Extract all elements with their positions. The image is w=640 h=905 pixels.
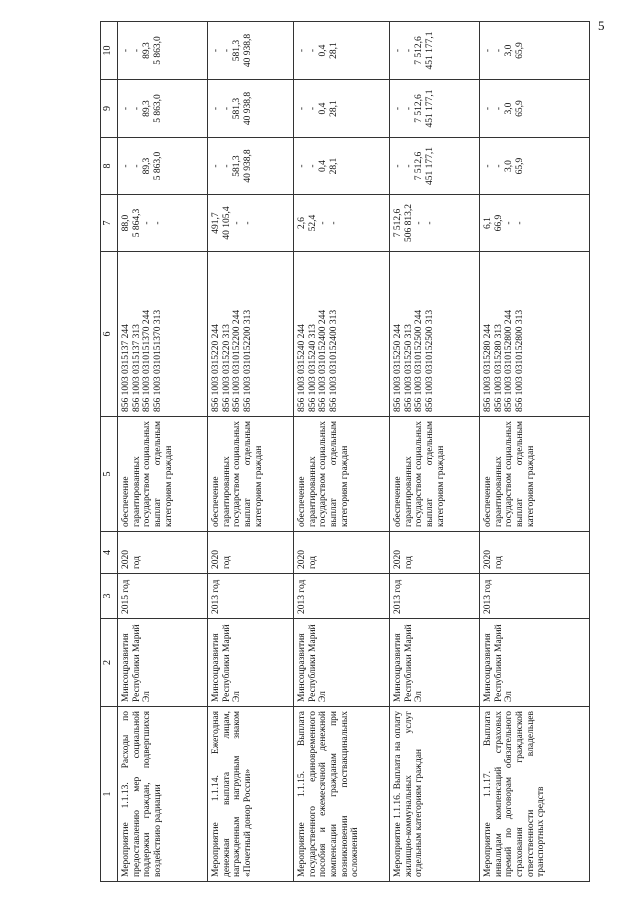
- executor-cell: Минсоцразвития Республики Марий Эл: [390, 619, 480, 707]
- value: -: [307, 164, 318, 168]
- value: -: [221, 164, 232, 168]
- value: 40 938,8: [242, 33, 253, 68]
- value: -: [318, 221, 329, 225]
- value: 89,3: [142, 42, 153, 59]
- col9-values: [118, 80, 208, 138]
- col8-values: [480, 138, 590, 195]
- value: 40 105,4: [221, 206, 232, 240]
- executor-cell: Минсоцразвития Республики Марий Эл: [294, 619, 390, 707]
- value: 0,4: [318, 44, 329, 57]
- value: -: [211, 164, 221, 168]
- col-header: 9: [101, 80, 118, 138]
- budget-code: 856 1003 0310152200 244: [232, 309, 243, 412]
- value: -: [424, 221, 435, 225]
- budget-code: 856 1003 0310152400 244: [318, 309, 329, 412]
- value: 581,3: [232, 39, 243, 62]
- start-year-cell: 2013 год: [294, 574, 390, 619]
- value: 65,9: [514, 42, 525, 59]
- value: 3,0: [504, 44, 515, 57]
- budget-code: 856 1003 0310152800 244: [504, 309, 515, 412]
- col-header: 7: [101, 195, 118, 252]
- end-year-cell: 2020 год: [480, 532, 590, 574]
- col8-values: [118, 138, 208, 195]
- col7-values: [118, 195, 208, 252]
- purpose-cell: обеспечение гарантированных государством социальных выплат отдельным категориям граждан: [118, 417, 208, 532]
- col9-values: [294, 80, 390, 138]
- executor-cell: Минсоцразвития Республики Марий Эл: [208, 619, 294, 707]
- budget-codes-cell: [294, 252, 390, 417]
- budget-code: 856 1003 0310151370 244: [142, 309, 153, 412]
- value: -: [121, 48, 131, 53]
- executor-cell: Минсоцразвития Республики Марий Эл: [118, 619, 208, 707]
- value: -: [493, 106, 504, 111]
- value: 28,1: [328, 100, 339, 117]
- budget-codes-cell: [480, 252, 590, 417]
- value: -: [221, 106, 232, 111]
- col10-values: [294, 22, 390, 80]
- budget-code: 856 1003 0315240 244: [297, 324, 307, 412]
- value: -: [403, 164, 414, 168]
- value: -: [232, 221, 243, 225]
- col-header: 6: [101, 252, 118, 417]
- value: 3,0: [504, 102, 515, 115]
- value: -: [211, 48, 221, 53]
- value: -: [142, 221, 153, 225]
- col10-values: [480, 22, 590, 80]
- col-header: 8: [101, 138, 118, 195]
- value: 89,3: [142, 100, 153, 117]
- budget-code: 856 1003 0315250 244: [393, 324, 403, 412]
- value: -: [483, 48, 493, 53]
- end-year-cell: 2020 год: [208, 532, 294, 574]
- col10-values: [208, 22, 294, 80]
- value: 0,4: [318, 102, 329, 115]
- budget-code: 856 1003 0315280 313: [493, 324, 504, 412]
- col7-values: [480, 195, 590, 252]
- measure-cell: Мероприятие 1.1.17. Выплата инвалидам компенсаций страховых премий по договорам обязательного страхования гражданской ответственности владельцев транспортных средств: [480, 707, 590, 882]
- value: -: [328, 221, 339, 225]
- value: 5 863,0: [152, 36, 163, 65]
- purpose-cell: обеспечение гарантированных государством социальных выплат отдельным категориям граждан: [390, 417, 480, 532]
- purpose-cell: обеспечение гарантированных государством социальных выплат отдельным категориям граждан: [480, 417, 590, 532]
- value: 40 938,8: [242, 91, 253, 126]
- value: 581,3: [232, 155, 243, 177]
- start-year-cell: 2013 год: [390, 574, 480, 619]
- start-year-cell: 2013 год: [480, 574, 590, 619]
- value: -: [211, 106, 221, 111]
- value: 451 177,1: [424, 31, 435, 70]
- table-row: [208, 22, 294, 882]
- value: 7 512,6: [414, 36, 425, 65]
- table-row: [118, 22, 208, 882]
- budget-code: 856 1003 0310152500 244: [414, 309, 425, 412]
- value: 7 512,6: [414, 94, 425, 123]
- value: 5 863,0: [152, 151, 163, 181]
- end-year-cell: 2020 год: [390, 532, 480, 574]
- table-row: [294, 22, 390, 882]
- page-number: 5: [598, 18, 605, 33]
- measure-cell: Мероприятие 1.1.13. Расходы по предоставлению мер социальной поддержки граждан, подвергшихся воздействию радиации: [118, 707, 208, 882]
- value: 88,0: [121, 214, 131, 232]
- budget-code: 856 1003 0310152800 313: [514, 309, 525, 412]
- value: -: [403, 106, 414, 111]
- value: 491,7: [211, 212, 221, 234]
- value: 89,3: [142, 157, 153, 175]
- value: -: [297, 48, 307, 53]
- table-row: [390, 22, 480, 882]
- value: 451 177,1: [424, 89, 435, 128]
- col-header: 10: [101, 22, 118, 80]
- value: 7 512,6: [414, 151, 425, 181]
- col9-values: [390, 80, 480, 138]
- col9-values: [480, 80, 590, 138]
- value: 7 512,6: [393, 208, 403, 238]
- value: -: [483, 106, 493, 111]
- col9-values: [208, 80, 294, 138]
- col7-values: [390, 195, 480, 252]
- budget-code: 856 1003 0310152400 313: [328, 309, 339, 412]
- value: -: [403, 48, 414, 53]
- value: -: [221, 48, 232, 53]
- col8-values: [390, 138, 480, 195]
- col7-values: [294, 195, 390, 252]
- purpose-cell: обеспечение гарантированных государством социальных выплат отдельным категориям граждан: [208, 417, 294, 532]
- value: -: [297, 106, 307, 111]
- value: -: [493, 48, 504, 53]
- budget-code: 856 1003 0315220 244: [211, 324, 221, 412]
- value: 6,1: [483, 217, 493, 229]
- header-row: [101, 22, 118, 882]
- value: -: [393, 48, 403, 53]
- value: -: [307, 106, 318, 111]
- col-header: 3: [101, 574, 118, 619]
- value: -: [307, 48, 318, 53]
- value: -: [414, 221, 425, 225]
- value: 581,3: [232, 97, 243, 120]
- budget-code: 856 1003 0315250 313: [403, 324, 414, 412]
- executor-cell: Минсоцразвития Республики Марий Эл: [480, 619, 590, 707]
- program-measures-table: [100, 21, 590, 882]
- value: 28,1: [328, 42, 339, 59]
- value: 2,6: [297, 217, 307, 229]
- budget-codes-cell: [390, 252, 480, 417]
- value: -: [121, 164, 131, 168]
- value: 65,9: [514, 157, 525, 175]
- budget-code: 856 1003 0315240 313: [307, 324, 318, 412]
- value: -: [493, 164, 504, 168]
- value: -: [504, 221, 515, 225]
- value: -: [393, 106, 403, 111]
- end-year-cell: 2020 год: [118, 532, 208, 574]
- budget-code: 856 1003 0315220 313: [221, 324, 232, 412]
- purpose-cell: обеспечение гарантированных государством социальных выплат отдельным категориям граждан: [294, 417, 390, 532]
- col-header: 1: [101, 707, 118, 882]
- col-header: 4: [101, 532, 118, 574]
- value: -: [514, 221, 525, 225]
- col10-values: [118, 22, 208, 80]
- measure-cell: Мероприятие 1.1.16. Выплата на оплату жилищно-коммунальных услуг отдельным категориям граждан: [390, 707, 480, 882]
- start-year-cell: 2015 год: [118, 574, 208, 619]
- value: -: [131, 48, 142, 53]
- value: 28,1: [328, 157, 339, 175]
- value: 5 863,0: [152, 94, 163, 123]
- col-header: 2: [101, 619, 118, 707]
- value: 506 813,2: [403, 204, 414, 242]
- value: 3,0: [504, 160, 515, 172]
- start-year-cell: 2013 год: [208, 574, 294, 619]
- measure-cell: Мероприятие 1.1.15. Выплата государственного единовременного пособия и ежемесячной денежной компенсации гражданам при возникновении поствакцинальных осложнений: [294, 707, 390, 882]
- value: 0,4: [318, 160, 329, 172]
- table-row: [480, 22, 590, 882]
- value: -: [131, 164, 142, 168]
- budget-codes-cell: [208, 252, 294, 417]
- value: 451 177,1: [424, 147, 435, 185]
- end-year-cell: 2020 год: [294, 532, 390, 574]
- value: -: [242, 221, 253, 225]
- col8-values: [208, 138, 294, 195]
- budget-code: 856 1003 0310152200 313: [242, 309, 253, 412]
- value: -: [121, 106, 131, 111]
- budget-code: 856 1003 0315280 244: [483, 324, 493, 412]
- col-header: 5: [101, 417, 118, 532]
- budget-code: 856 1003 0310152500 313: [424, 309, 435, 412]
- value: 5 864,3: [131, 208, 142, 238]
- measure-cell: Мероприятие 1.1.14. Ежегодная денежная выплата лицам, награжденным нагрудным знаком «Почетный донор России»: [208, 707, 294, 882]
- value: -: [131, 106, 142, 111]
- rotated-table-wrapper: [100, 22, 615, 882]
- value: 52,4: [307, 214, 318, 232]
- budget-code: 856 1003 0315137 244: [121, 324, 131, 412]
- value: 40 938,8: [242, 149, 253, 183]
- value: -: [152, 221, 163, 225]
- budget-codes-cell: [118, 252, 208, 417]
- col7-values: [208, 195, 294, 252]
- value: 65,9: [514, 100, 525, 117]
- budget-code: 856 1003 0310151370 313: [152, 309, 163, 412]
- value: -: [297, 164, 307, 168]
- value: 66,9: [493, 214, 504, 232]
- col8-values: [294, 138, 390, 195]
- budget-code: 856 1003 0315137 313: [131, 324, 142, 412]
- col10-values: [390, 22, 480, 80]
- value: -: [393, 164, 403, 168]
- value: -: [483, 164, 493, 168]
